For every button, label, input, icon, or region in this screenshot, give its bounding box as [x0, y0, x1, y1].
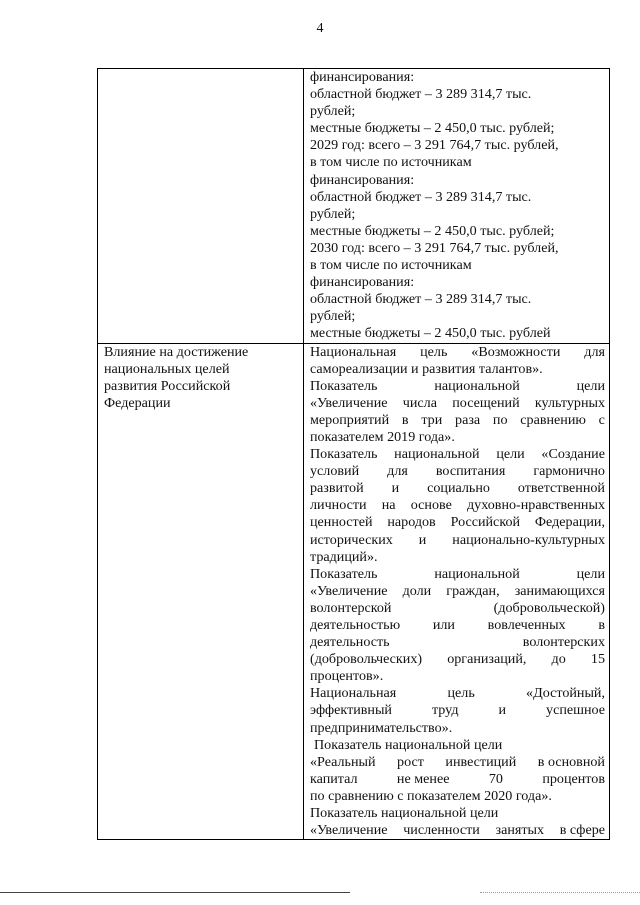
- text-line: [310, 344, 605, 361]
- text-line: самореализации и развития талантов».: [310, 360, 543, 377]
- word: цели: [576, 377, 605, 394]
- text-line: [310, 771, 605, 788]
- row2-value-cell: [304, 343, 610, 840]
- word: культурных: [534, 394, 605, 411]
- word: основе: [410, 497, 452, 514]
- word: Национальная: [310, 343, 397, 360]
- footer-divider: [0, 892, 350, 893]
- text-line: [310, 446, 605, 463]
- word: духовно-нравственных: [467, 497, 605, 514]
- word: ответственной: [517, 480, 605, 497]
- text-line: по сравнению с показателем 2020 года».: [310, 787, 552, 804]
- word: деятельность: [310, 634, 390, 651]
- text-line: в том числе по источникам: [310, 257, 472, 274]
- word: рост: [397, 753, 424, 770]
- word: доли: [402, 582, 432, 599]
- word: с: [598, 411, 605, 428]
- text-line: [310, 463, 605, 480]
- word: и: [418, 531, 427, 548]
- word: занятых: [495, 822, 545, 839]
- text-line: рублей;: [310, 205, 356, 222]
- page-number: 4: [316, 21, 324, 36]
- word: личности: [310, 497, 367, 514]
- text-line: рублей;: [310, 308, 356, 325]
- text-line: Показатель национальной цели: [314, 736, 503, 753]
- word: и: [498, 702, 507, 719]
- word: по: [492, 411, 508, 428]
- text-line: в том числе по источникам: [310, 154, 472, 171]
- text-line: [310, 702, 605, 719]
- text-line: [310, 754, 605, 771]
- word: гармонично: [533, 463, 605, 480]
- word: (добровольческой): [493, 599, 605, 616]
- word: цель: [447, 685, 475, 702]
- text-line: 2030 год: всего – 3 291 764,7 тыс. рублей,: [310, 239, 559, 256]
- text-line: финансирования:: [310, 69, 415, 85]
- word: в: [598, 617, 605, 633]
- word: для: [387, 463, 408, 480]
- text-line: Федерации: [104, 394, 171, 411]
- text-line: [310, 685, 605, 702]
- text-line: 2029 год: всего – 3 291 764,7 тыс. рублей,: [310, 137, 559, 154]
- word: Национальная: [310, 685, 397, 702]
- text-line: Показатель национальной цели: [310, 805, 499, 822]
- text-line: [310, 600, 605, 617]
- word: на: [381, 497, 396, 514]
- word: численности: [403, 822, 480, 839]
- word: посещений: [452, 394, 520, 411]
- word: «Увеличение: [310, 822, 388, 839]
- word: сравнению: [520, 411, 586, 428]
- word: раза: [455, 411, 481, 428]
- word: для: [584, 343, 605, 360]
- text-line: показателем 2019 года».: [310, 428, 455, 445]
- text-line: областной бюджет – 3 289 314,7 тыс.: [310, 188, 532, 205]
- word: успешное: [546, 702, 605, 719]
- word: национальной: [394, 446, 480, 463]
- word: в: [401, 411, 409, 428]
- word: граждан,: [446, 582, 500, 599]
- word: Показатель: [310, 446, 378, 463]
- word: социально: [427, 480, 490, 497]
- word: занимающихся: [514, 582, 605, 599]
- word: деятельностью: [310, 617, 401, 633]
- word: «Возможности: [471, 343, 561, 360]
- text-line: развития Российской: [104, 377, 231, 394]
- text-line: областной бюджет – 3 289 314,7 тыс.: [310, 291, 532, 308]
- program-passport-table: [97, 68, 610, 840]
- text-line: [310, 514, 605, 531]
- text-line: традиций».: [310, 548, 378, 565]
- word: национальной: [434, 377, 520, 394]
- word: труд: [431, 702, 459, 719]
- text-line: [310, 412, 605, 429]
- word: условий: [310, 463, 360, 480]
- word: цель: [420, 343, 448, 360]
- text-line: [310, 583, 605, 600]
- word: развитой: [310, 480, 364, 497]
- text-line: [310, 378, 605, 395]
- word: Российской: [450, 514, 521, 531]
- word: волонтерской: [310, 599, 392, 616]
- word: исторических: [310, 531, 393, 548]
- word: три: [421, 411, 443, 428]
- text-line: местные бюджеты – 2 450,0 тыс. рублей: [310, 325, 551, 342]
- text-line: предпринимательство».: [310, 719, 453, 736]
- word: в основной: [537, 753, 605, 770]
- row1-label-cell: [98, 69, 304, 344]
- word: «Создание: [541, 446, 605, 463]
- text-line: национальных целей: [104, 360, 230, 377]
- text-line: [310, 566, 605, 583]
- table-row: [98, 343, 610, 840]
- text-line: финансирования:: [310, 171, 415, 188]
- word: воспитания: [435, 463, 506, 480]
- word: Федерации,: [534, 514, 605, 531]
- word: инвестиций: [445, 753, 517, 770]
- word: ценностей: [310, 514, 373, 531]
- word: в сфере: [559, 822, 605, 839]
- row1-value-cell: [304, 69, 610, 344]
- word: эффективный: [310, 702, 392, 719]
- text-line: [310, 480, 605, 497]
- word: 15: [590, 651, 605, 668]
- text-line: местные бюджеты – 2 450,0 тыс. рублей;: [310, 222, 555, 239]
- word: «Достойный,: [526, 685, 605, 702]
- word: мероприятий: [310, 411, 390, 428]
- word: или: [432, 617, 455, 633]
- word: Показатель: [310, 565, 378, 582]
- text-line: рублей;: [310, 103, 356, 120]
- word: организаций,: [447, 651, 527, 668]
- word: народов: [387, 514, 436, 531]
- text-line: финансирования:: [310, 274, 415, 291]
- text-line: [310, 822, 605, 839]
- word: и: [391, 480, 400, 497]
- word: капитал: [310, 770, 358, 787]
- word: до: [551, 651, 566, 668]
- word: «Реальный: [310, 753, 376, 770]
- word: числа: [402, 394, 437, 411]
- text-line: местные бюджеты – 2 450,0 тыс. рублей;: [310, 120, 555, 137]
- word: национально-культурных: [452, 531, 605, 548]
- text-line: Влияние на достижение: [104, 343, 249, 360]
- text-line: областной бюджет – 3 289 314,7 тыс.: [310, 86, 532, 103]
- word: «Увеличение: [310, 582, 388, 599]
- row2-label-cell: [98, 343, 304, 840]
- text-line: [310, 497, 605, 514]
- text-line: [310, 617, 605, 634]
- word: цели: [576, 565, 605, 582]
- table-row: [98, 69, 610, 344]
- word: (добровольческих): [310, 651, 423, 668]
- text-line: [310, 634, 605, 651]
- word: не менее: [396, 770, 450, 787]
- word: Показатель: [310, 377, 378, 394]
- text-line: [310, 532, 605, 549]
- word: «Увеличение: [310, 394, 388, 411]
- word: национальной: [434, 565, 520, 582]
- word: 70: [488, 770, 503, 787]
- footer-dotted-rule: [480, 892, 640, 893]
- word: вовлеченных: [487, 617, 566, 633]
- text-line: [310, 651, 605, 668]
- word: цели: [496, 446, 525, 463]
- word: волонтерских: [522, 634, 605, 651]
- text-line: процентов».: [310, 668, 384, 685]
- text-line: [310, 395, 605, 412]
- word: процентов: [542, 770, 605, 787]
